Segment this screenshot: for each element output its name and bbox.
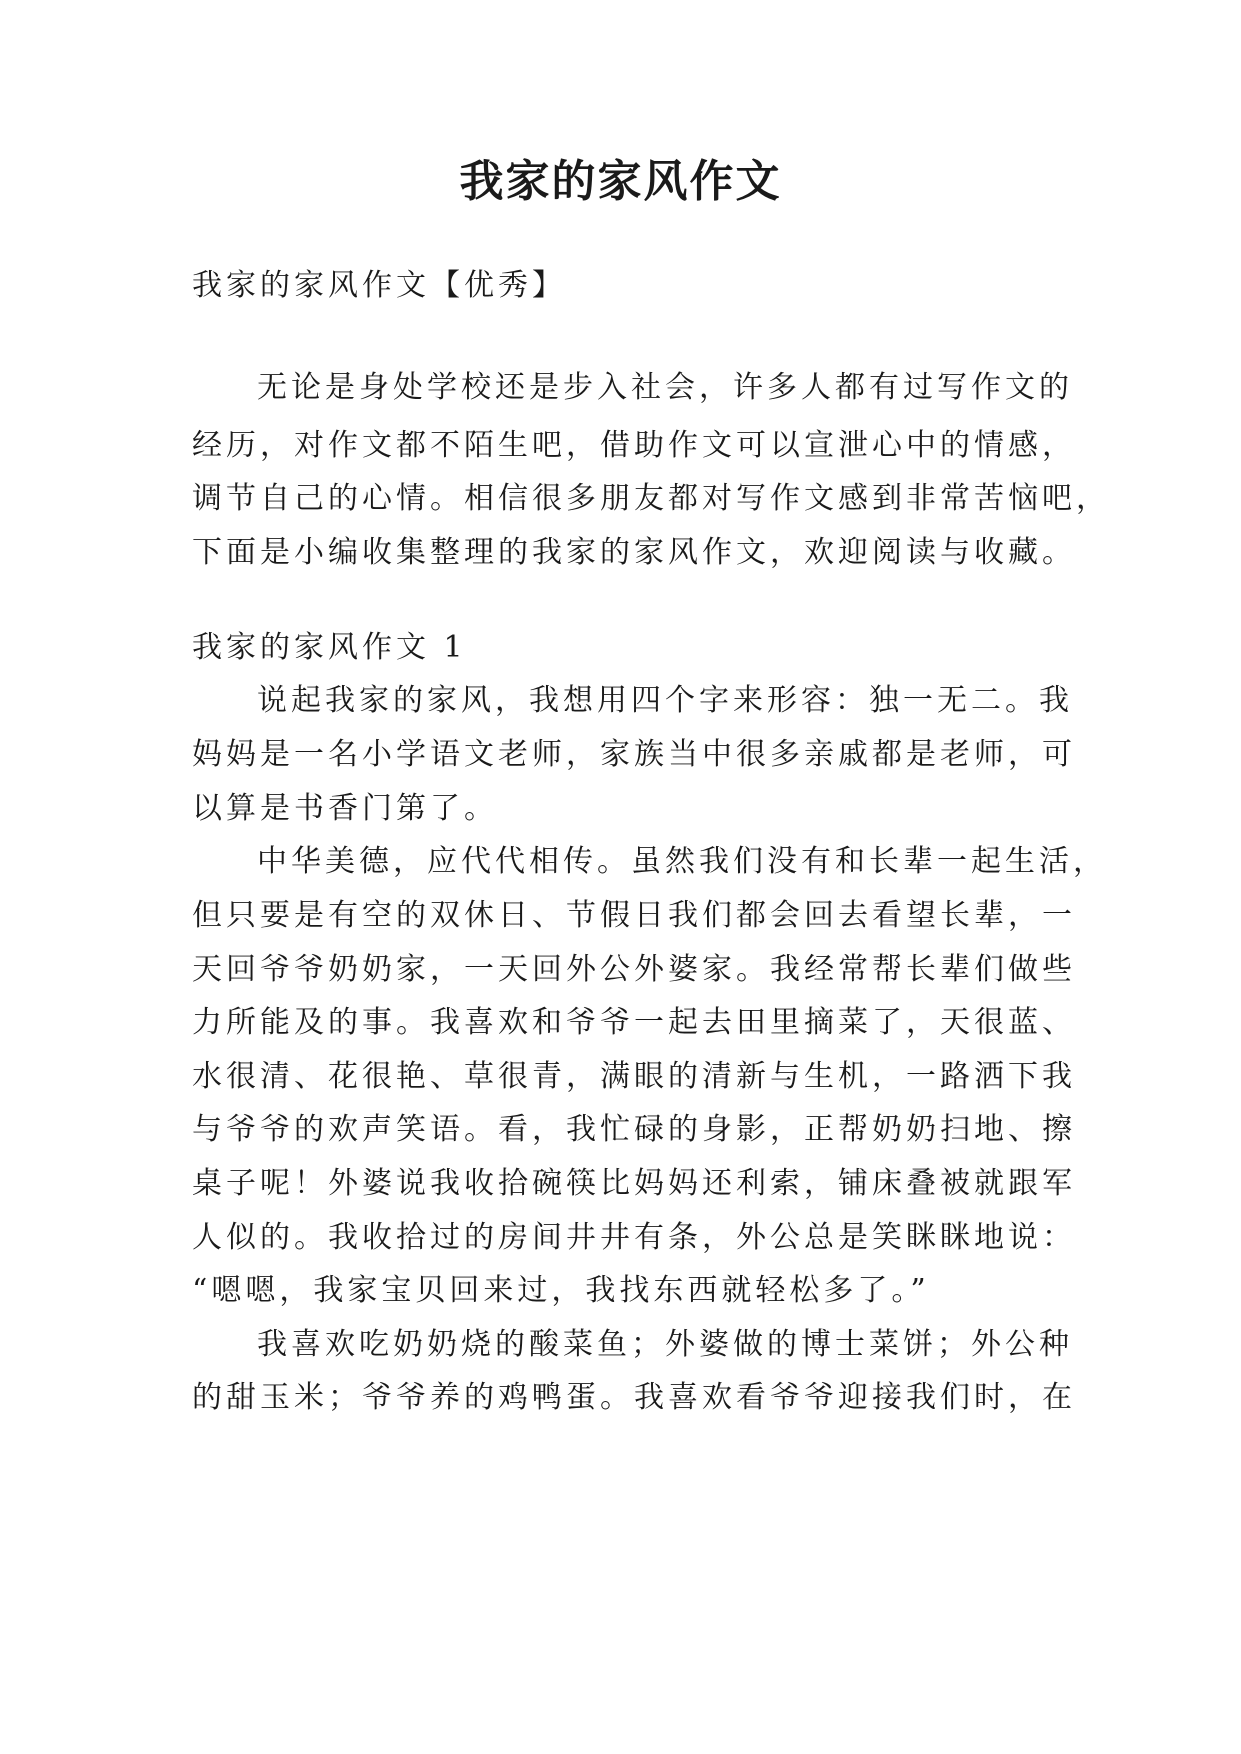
paragraph-line: 的甜玉米；爷爷养的鸡鸭蛋。我喜欢看爷爷迎接我们时，在 <box>192 1380 1076 1415</box>
paragraph-line: 桌子呢！外婆说我收拾碗筷比妈妈还利索，铺床叠被就跟军 <box>192 1166 1076 1201</box>
paragraph-line: 人似的。我收拾过的房间井井有条，外公总是笑眯眯地说： <box>192 1220 1076 1255</box>
paragraph-line: 与爷爷的欢声笑语。看，我忙碌的身影，正帮奶奶扫地、擦 <box>192 1112 1076 1147</box>
intro-line: 调节自己的心情。相信很多朋友都对写作文感到非常苦恼吧， <box>192 481 1110 516</box>
paragraph-line: 但只要是有空的双休日、节假日我们都会回去看望长辈，一 <box>192 898 1076 933</box>
paragraph-line: 水很清、花很艳、草很青，满眼的清新与生机，一路洒下我 <box>192 1059 1076 1094</box>
intro-line: 经历，对作文都不陌生吧，借助作文可以宣泄心中的情感， <box>192 428 1076 463</box>
document-subtitle: 我家的家风作文【优秀】 <box>192 268 566 303</box>
paragraph-line: 中华美德，应代代相传。虽然我们没有和长辈一起生活， <box>257 844 1107 879</box>
paragraph-line: 以算是书香门第了。 <box>192 791 498 826</box>
document-title: 我家的家风作文 <box>459 156 782 207</box>
intro-line: 下面是小编收集整理的我家的家风作文，欢迎阅读与收藏。 <box>192 535 1076 570</box>
section-heading: 我家的家风作文 1 <box>192 630 467 665</box>
paragraph-line: 妈妈是一名小学语文老师，家族当中很多亲戚都是老师，可 <box>192 737 1076 772</box>
paragraph-line: “嗯嗯，我家宝贝回来过，我找东西就轻松多了。” <box>192 1273 930 1308</box>
paragraph-line: 天回爷爷奶奶家，一天回外公外婆家。我经常帮长辈们做些 <box>192 952 1076 987</box>
paragraph-line: 力所能及的事。我喜欢和爷爷一起去田里摘菜了，天很蓝、 <box>192 1005 1076 1040</box>
paragraph-line: 说起我家的家风，我想用四个字来形容：独一无二。我 <box>257 683 1073 718</box>
intro-line: 无论是身处学校还是步入社会，许多人都有过写作文的 <box>257 370 1073 405</box>
paragraph-line: 我喜欢吃奶奶烧的酸菜鱼；外婆做的博士菜饼；外公种 <box>257 1327 1073 1362</box>
